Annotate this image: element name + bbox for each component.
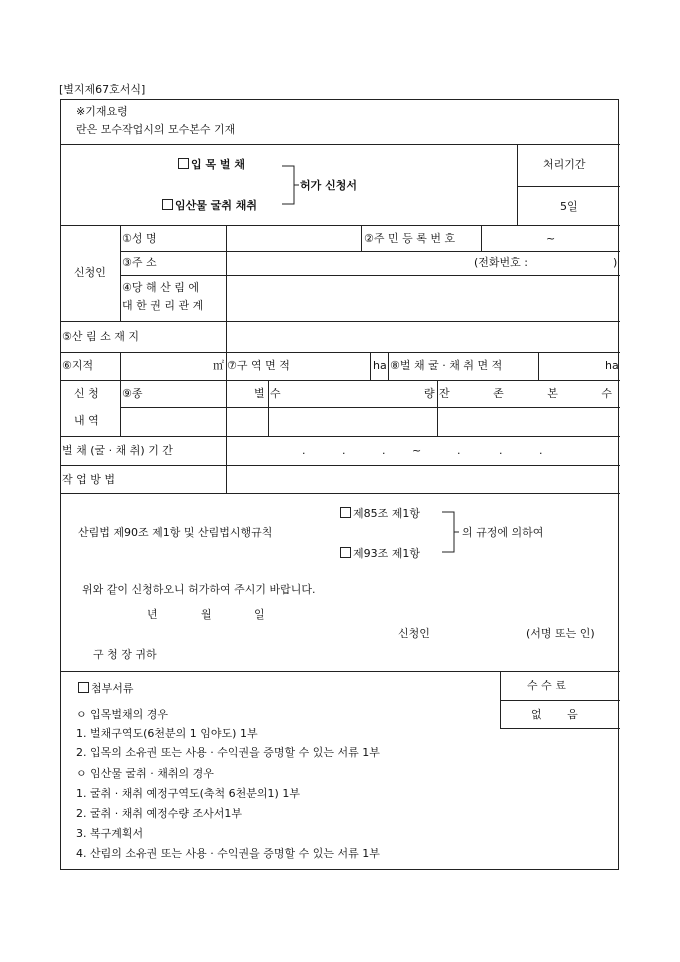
- option-forest-product[interactable]: 임산물 굴취 채취: [162, 199, 257, 212]
- rights-label-2: 대 한 권 리 관 계: [122, 299, 204, 312]
- quantity-label-end: 량: [424, 387, 435, 400]
- legal-suffix: 의 규정에 의하여: [462, 526, 544, 539]
- rrn-label: ②주 민 등 록 번 호: [364, 232, 456, 245]
- legal-prefix: 산림법 제90조 제1항 및 산림법시행규칙: [78, 526, 273, 539]
- attachment-item: 1. 벌채구역도(6천분의 1 임야도) 1부: [76, 727, 258, 740]
- form-number: [별지제67호서식]: [59, 83, 146, 96]
- fee-value: 없 음: [531, 708, 578, 721]
- forest-location-label: ⑤산 림 소 재 지: [62, 330, 139, 343]
- attachment-item: 2. 입목의 소유권 또는 사용 · 수익권을 증명할 수 있는 서류 1부: [76, 746, 380, 759]
- phone-label: (전화번호 :: [474, 256, 528, 269]
- date-mark: .: [457, 444, 461, 457]
- period-field[interactable]: [227, 437, 619, 464]
- rights-field[interactable]: [227, 276, 619, 320]
- date-mark: .: [382, 444, 386, 457]
- attachment-item: ㅇ 입목벌채의 경우: [76, 708, 169, 721]
- zone-area-unit: ha: [373, 359, 387, 372]
- form-title: 허가 신청서: [300, 179, 357, 192]
- attachment-item: 4. 산림의 소유권 또는 사용 · 수익권을 증명할 수 있는 서류 1부: [76, 847, 380, 860]
- checkbox-icon: [78, 682, 89, 693]
- applicant-label: 신청인: [74, 266, 106, 279]
- remaining-field[interactable]: [438, 408, 619, 435]
- bracket-icon: [440, 508, 460, 556]
- processing-period-value: 5일: [560, 200, 578, 213]
- name-label: ①성 명: [122, 232, 157, 245]
- rights-label-1: ④당 해 산 림 에: [122, 281, 199, 294]
- lot-area-label: ⑥지적: [62, 359, 94, 372]
- instructions-title: ※기재요령: [76, 105, 128, 118]
- period-label: 벌 채 (굴 · 채 취) 기 간: [62, 444, 173, 457]
- rrn-separator[interactable]: ~: [546, 232, 556, 245]
- remaining-count-label: 잔 존 본 수: [439, 387, 612, 400]
- phone-close: ): [613, 256, 618, 269]
- zone-area-label: ⑦구 역 면 적: [227, 359, 290, 372]
- harvest-area-unit: ha: [605, 359, 619, 372]
- lot-area-unit: ㎡: [213, 359, 224, 372]
- legal-option-93[interactable]: 제93조 제1항: [340, 547, 420, 560]
- recipient: 구 청 장 귀하: [93, 648, 157, 661]
- month-label: 월: [201, 608, 212, 621]
- checkbox-icon[interactable]: [162, 199, 173, 210]
- attachment-item: ㅇ 임산물 굴취 · 채취의 경우: [76, 767, 214, 780]
- date-mark: .: [539, 444, 543, 457]
- detail-label-2: 내 역: [74, 414, 99, 427]
- request-text: 위와 같이 신청하오니 허가하여 주시기 바랍니다.: [82, 583, 316, 596]
- address-label: ③주 소: [122, 256, 157, 269]
- processing-period-label: 처리기간: [543, 158, 586, 171]
- attachment-item: 3. 복구계획서: [76, 827, 144, 840]
- work-method-field[interactable]: [227, 466, 619, 492]
- instructions-text: 란은 모수작업시의 모수본수 기재: [76, 123, 236, 136]
- harvest-area-label: ⑧벌 채 굴 · 채 취 면 적: [390, 359, 503, 372]
- forest-location-field[interactable]: [227, 322, 619, 351]
- quantity-field[interactable]: [269, 408, 436, 435]
- date-mark: .: [499, 444, 503, 457]
- signature-label: (서명 또는 인): [526, 627, 595, 640]
- species-label: ⑨종: [122, 387, 143, 400]
- detail-label-1: 신 청: [74, 387, 99, 400]
- attachment-item: 2. 굴취 · 채취 예정수량 조사서1부: [76, 807, 242, 820]
- checkbox-icon[interactable]: [340, 507, 351, 518]
- quantity-label: 수: [270, 387, 281, 400]
- attachments-title: 첨부서류: [78, 682, 134, 695]
- date-range-separator: ~: [412, 444, 422, 457]
- day-label: 일: [254, 608, 265, 621]
- option-timber-felling[interactable]: 입 목 벌 채: [178, 158, 245, 171]
- year-label: 년: [147, 608, 158, 621]
- species-field[interactable]: [121, 408, 267, 435]
- work-method-label: 작 업 방 법: [62, 473, 115, 486]
- address-field[interactable]: [227, 252, 472, 274]
- applicant-sign-label: 신청인: [398, 627, 430, 640]
- attachment-item: 1. 굴취 · 채취 예정구역도(축척 6천분의1) 1부: [76, 787, 300, 800]
- name-field[interactable]: [227, 226, 360, 251]
- checkbox-icon[interactable]: [178, 158, 189, 169]
- legal-option-85[interactable]: 제85조 제1항: [340, 507, 420, 520]
- date-mark: .: [342, 444, 346, 457]
- fee-label: 수 수 료: [527, 679, 566, 692]
- date-mark: .: [302, 444, 306, 457]
- bracket-icon: [280, 160, 300, 210]
- species-label-end: 별: [254, 387, 265, 400]
- checkbox-icon[interactable]: [340, 547, 351, 558]
